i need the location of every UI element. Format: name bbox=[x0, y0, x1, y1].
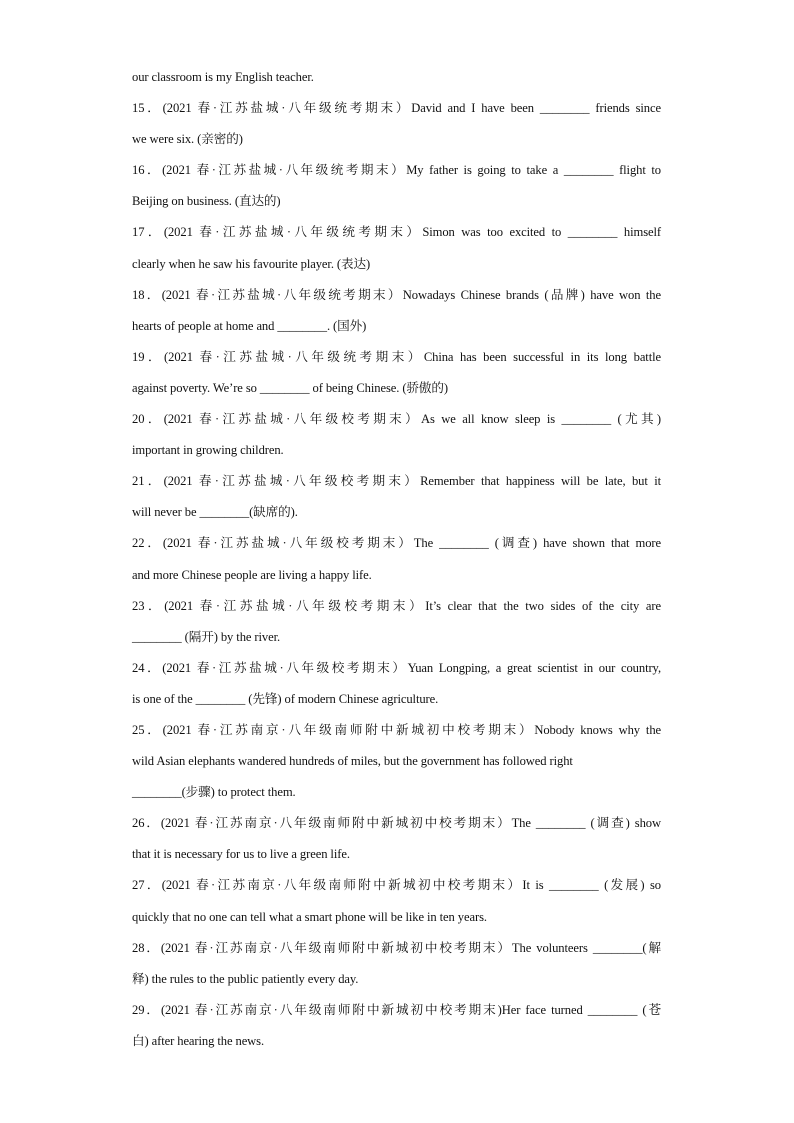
question-15-line: 15．(2021 春·江苏盐城·八年级统考期末）David and I have been ________ friends since bbox=[132, 101, 661, 116]
question-19-line: 19．(2021 春·江苏盐城·八年级统考期末）China has been successful in its long battle bbox=[132, 349, 661, 364]
text-line: against poverty. We’re so ________ of being Chinese. (骄傲的) bbox=[132, 380, 449, 395]
text-line: quickly that no one can tell what a smart phone will be like in ten years. bbox=[132, 909, 487, 924]
text-line: Beijing on business. (直达的) bbox=[132, 194, 281, 209]
question-26-line: 26．(2021 春·江苏南京·八年级南师附中新城初中校考期末）The ________ (调查) show bbox=[132, 816, 661, 831]
question-17-line: 17．(2021 春·江苏盐城·八年级统考期末）Simon was too excited to ________ himself bbox=[132, 225, 661, 240]
text-line: that it is necessary for us to live a green life. bbox=[132, 847, 350, 862]
question-27-line: 27．(2021 春·江苏南京·八年级南师附中新城初中校考期末）It is ________ (发展) so bbox=[132, 878, 661, 893]
text-line: is one of the ________ (先锋) of modern Chinese agriculture. bbox=[132, 691, 439, 706]
text-line: 白) after hearing the news. bbox=[132, 1033, 265, 1048]
text-line: our classroom is my English teacher. bbox=[132, 70, 314, 84]
question-20-line: 20．(2021 春·江苏盐城·八年级校考期末）As we all know sleep is ________ (尤其) bbox=[132, 412, 661, 427]
text-line: clearly when he saw his favourite player. (表达) bbox=[132, 256, 371, 271]
text-line: ________ (隔开) by the river. bbox=[132, 629, 281, 644]
question-25-line: 25．(2021 春·江苏南京·八年级南师附中新城初中校考期末）Nobody knows why the bbox=[132, 722, 661, 737]
question-16-line: 16．(2021 春·江苏盐城·八年级统考期末）My father is going to take a ________ flight to bbox=[132, 163, 661, 178]
question-24-line: 24．(2021 春·江苏盐城·八年级校考期末）Yuan Longping, a great scientist in our country, bbox=[132, 660, 661, 675]
document-body bbox=[132, 62, 672, 1057]
text-line: will never be ________(缺席的). bbox=[132, 505, 298, 520]
text-line: important in growing children. bbox=[132, 443, 284, 458]
question-21-line: 21．(2021 春·江苏盐城·八年级校考期末）Remember that happiness will be late, but it bbox=[132, 474, 661, 489]
question-18-line: 18．(2021 春·江苏盐城·八年级统考期末）Nowadays Chinese brands (品牌) have won the bbox=[132, 287, 661, 302]
text-line: 释) the rules to the public patiently every day. bbox=[132, 971, 359, 986]
question-28-line: 28．(2021 春·江苏南京·八年级南师附中新城初中校考期末）The volunteers ________(解 bbox=[132, 940, 661, 955]
question-22-line: 22．(2021 春·江苏盐城·八年级校考期末）The ________ (调查) have shown that more bbox=[132, 536, 661, 551]
text-line: we were six. (亲密的) bbox=[132, 132, 243, 147]
question-29-line: 29．(2021 春·江苏南京·八年级南师附中新城初中校考期末)Her face turned ________ (苍 bbox=[132, 1002, 661, 1017]
text-line: and more Chinese people are living a happy life. bbox=[132, 567, 372, 582]
text-line: ________(步骤) to protect them. bbox=[132, 785, 296, 800]
text-line: hearts of people at home and ________. (国外) bbox=[132, 318, 367, 333]
text-line: wild Asian elephants wandered hundreds of miles, but the government has followed right bbox=[132, 754, 573, 769]
question-23-line: 23．(2021 春·江苏盐城·八年级校考期末）It’s clear that the two sides of the city are bbox=[132, 598, 661, 613]
